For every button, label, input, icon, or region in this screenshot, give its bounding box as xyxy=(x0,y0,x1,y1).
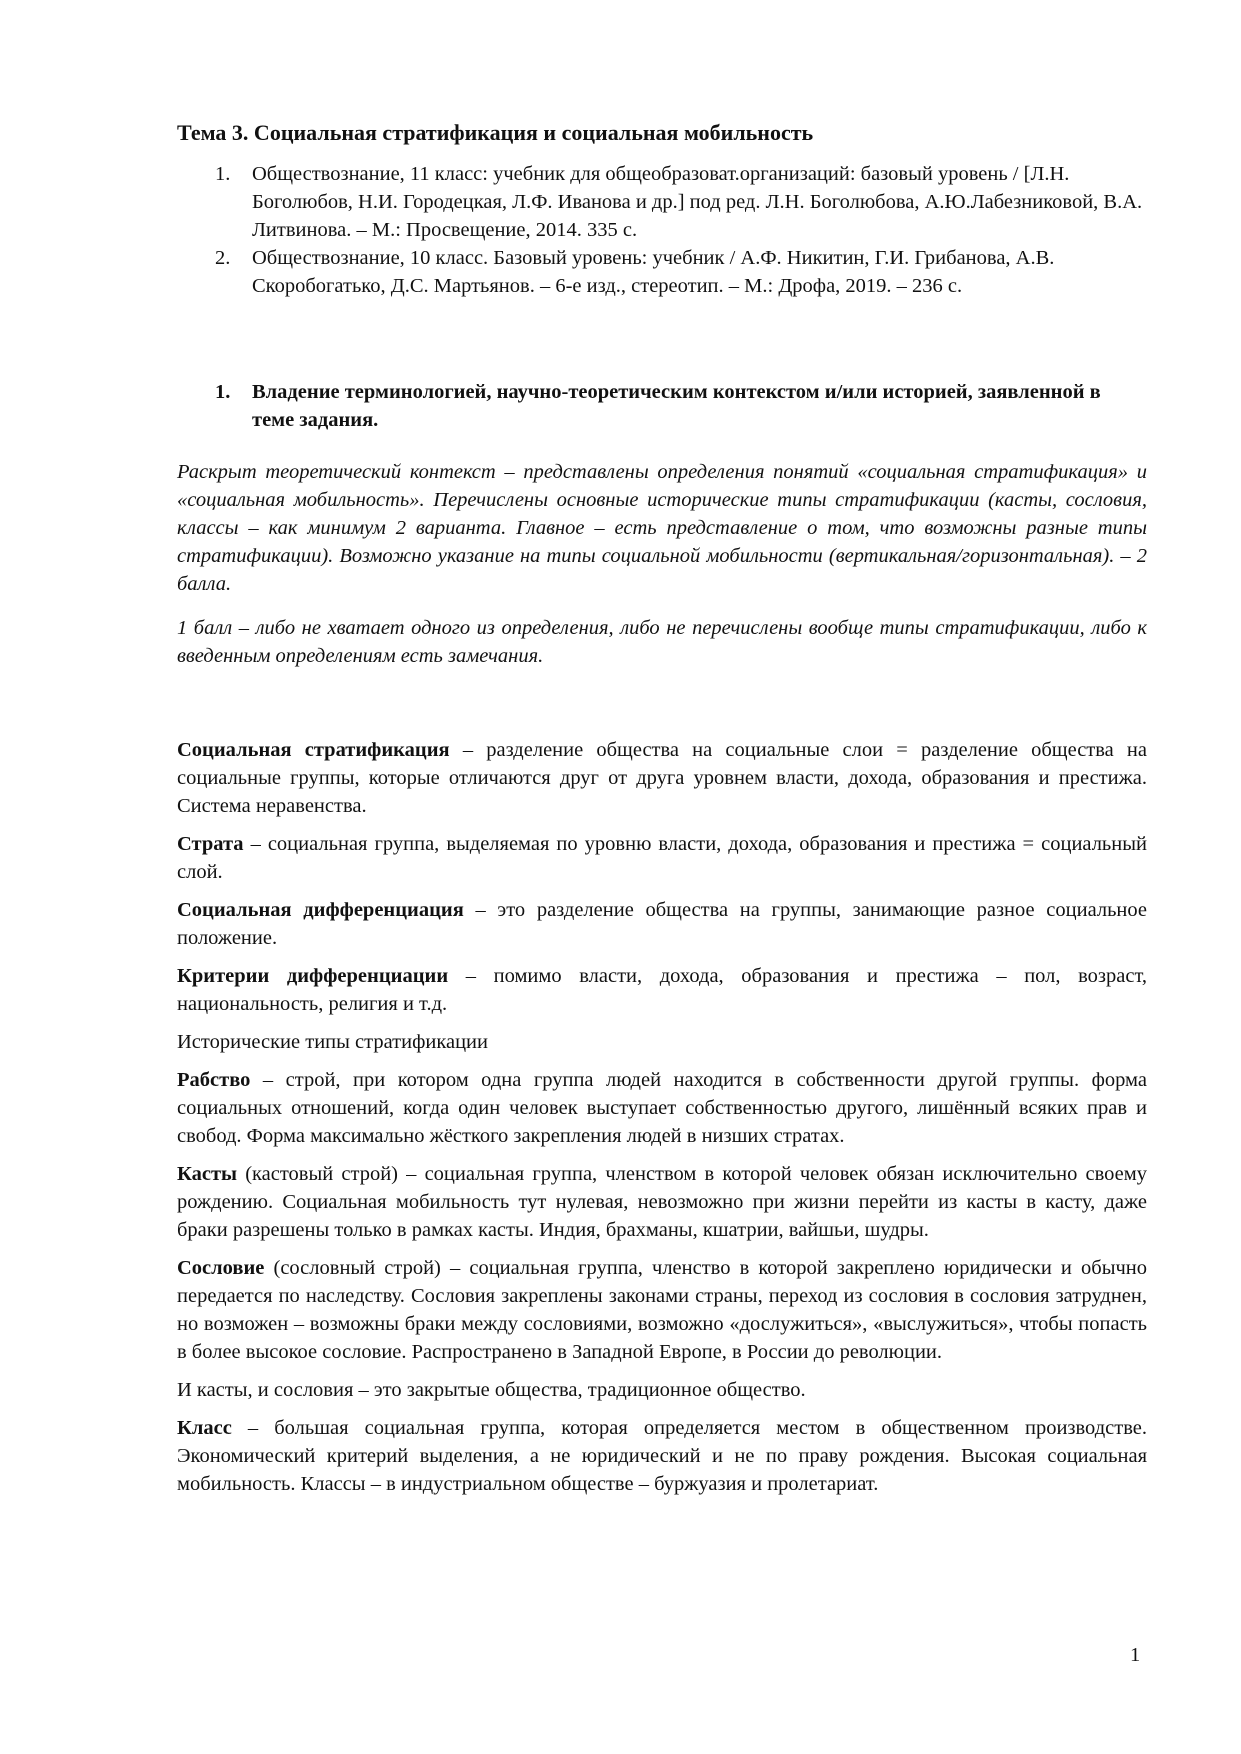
definition-text: Исторические типы стратификации xyxy=(177,1031,489,1053)
section-heading xyxy=(177,378,1147,434)
definition-paragraph xyxy=(177,1414,1147,1498)
definition-term: Страта xyxy=(177,833,244,855)
definition-term: Критерии дифференциации xyxy=(177,965,449,987)
section-title: Владение терминологией, научно-теоретическим контекстом и/или историей, заявленной в теме задания. xyxy=(252,381,1101,431)
definition-paragraph xyxy=(177,962,1147,1018)
definition-text: – это разделение общества на группы, занимающие разное социальное положение. xyxy=(177,899,1147,949)
criteria-one-point: 1 балл – либо не хватает одного из определения, либо не перечислены вообще типы стратификации, либо к введенным определениям есть замечания. xyxy=(177,617,1147,667)
plain-paragraph xyxy=(177,1028,1147,1056)
definition-paragraph xyxy=(177,830,1147,886)
reference-number: 1. xyxy=(215,163,231,185)
definition-term: Социальная стратификация xyxy=(177,739,450,761)
reference-list xyxy=(177,160,1147,300)
definition-text: (сословный строй) – социальная группа, членство в которой закреплено юридически и обычно передается по наследству. Сословия закреплены законами страны, переход из сословия в сословия затруднен, но возможен – возможны браки между сословиями, возможно «дослужиться», «выслужиться», чтобы попасть в более высокое сословие. Распространено в Западной Европе, в России до революции. xyxy=(177,1257,1147,1363)
definition-text: – социальная группа, выделяемая по уровню власти, дохода, образования и престижа = социальный слой. xyxy=(177,833,1147,883)
definition-text: – строй, при котором одна группа людей находится в собственности другой группы. форма социальных отношений, когда один человек выступает собственностью другого, лишённый всяких прав и свобод. Форма максимально жёсткого закрепления людей в низших стратах. xyxy=(177,1069,1147,1147)
definition-paragraph xyxy=(177,736,1147,820)
page-title: Тема 3. Социальная стратификация и социальная мобильность xyxy=(177,120,814,145)
definition-paragraph xyxy=(177,1160,1147,1244)
plain-paragraph xyxy=(177,1376,1147,1404)
definition-paragraph xyxy=(177,896,1147,952)
reference-number: 2. xyxy=(215,247,231,269)
criteria-two-points: Раскрыт теоретический контекст – представлены определения понятий «социальная стратификация» и «социальная мобильность». Перечислены основные исторические типы стратификации (касты, сословия, классы – как минимум 2 варианта. Главное – есть представление о том, что возможны разные типы стратификации). Возможно указание на типы социальной мобильности (вертикальная/горизонтальная). – 2 балла. xyxy=(177,461,1147,595)
definition-text: – помимо власти, дохода, образования и престижа – пол, возраст, национальность, религия и т.д. xyxy=(177,965,1147,1015)
definition-term: Социальная дифференциация xyxy=(177,899,464,921)
reference-item xyxy=(177,160,1147,244)
definition-text: И касты, и сословия – это закрытые общества, традиционное общество. xyxy=(177,1379,806,1401)
definition-term: Сословие xyxy=(177,1257,265,1279)
reference-text: Обществознание, 10 класс. Базовый уровень: учебник / А.Ф. Никитин, Г.И. Грибанова, А.В. Скоробогатько, Д.С. Мартьянов. – 6-е изд., стереотип. – М.: Дрофа, 2019. – 236 с. xyxy=(252,247,1055,297)
page-number: 1 xyxy=(1130,1644,1141,1666)
definition-text: – большая социальная группа, которая определяется местом в общественном производстве. Экономический критерий выделения, а не юридический и не по праву рождения. Высокая социальная мобильность. Классы – в индустриальном обществе – буржуазия и пролетариат. xyxy=(177,1417,1147,1495)
definition-term: Класс xyxy=(177,1417,232,1439)
definition-paragraph xyxy=(177,1254,1147,1366)
definition-text: (кастовый строй) – социальная группа, членством в которой человек обязан исключительно своему рождению. Социальная мобильность тут нулевая, невозможно при жизни перейти из касты в касту, даже браки разрешены только в рамках касты. Индия, брахманы, кшатрии, вайшьи, шудры. xyxy=(177,1163,1147,1241)
reference-text: Обществознание, 11 класс: учебник для общеобразоват.организаций: базовый уровень / [Л.Н. Боголюбов, Н.И. Городецкая, Л.Ф. Иванова и др.] под ред. Л.Н. Боголюбова, А.Ю.Лабезниковой, В.А. Литвинова. – М.: Просвещение, 2014. 335 с. xyxy=(252,163,1143,241)
reference-item xyxy=(177,244,1147,300)
definition-term: Рабство xyxy=(177,1069,251,1091)
definition-text: – разделение общества на социальные слои = разделение общества на социальные группы, которые отличаются друг от друга уровнем власти, дохода, образования и престижа. Система неравенства. xyxy=(177,739,1147,817)
definitions-list xyxy=(177,736,1147,1498)
definition-paragraph xyxy=(177,1066,1147,1150)
section-number: 1. xyxy=(215,381,231,403)
definition-term: Касты xyxy=(177,1163,238,1185)
page-content xyxy=(177,118,1147,1508)
